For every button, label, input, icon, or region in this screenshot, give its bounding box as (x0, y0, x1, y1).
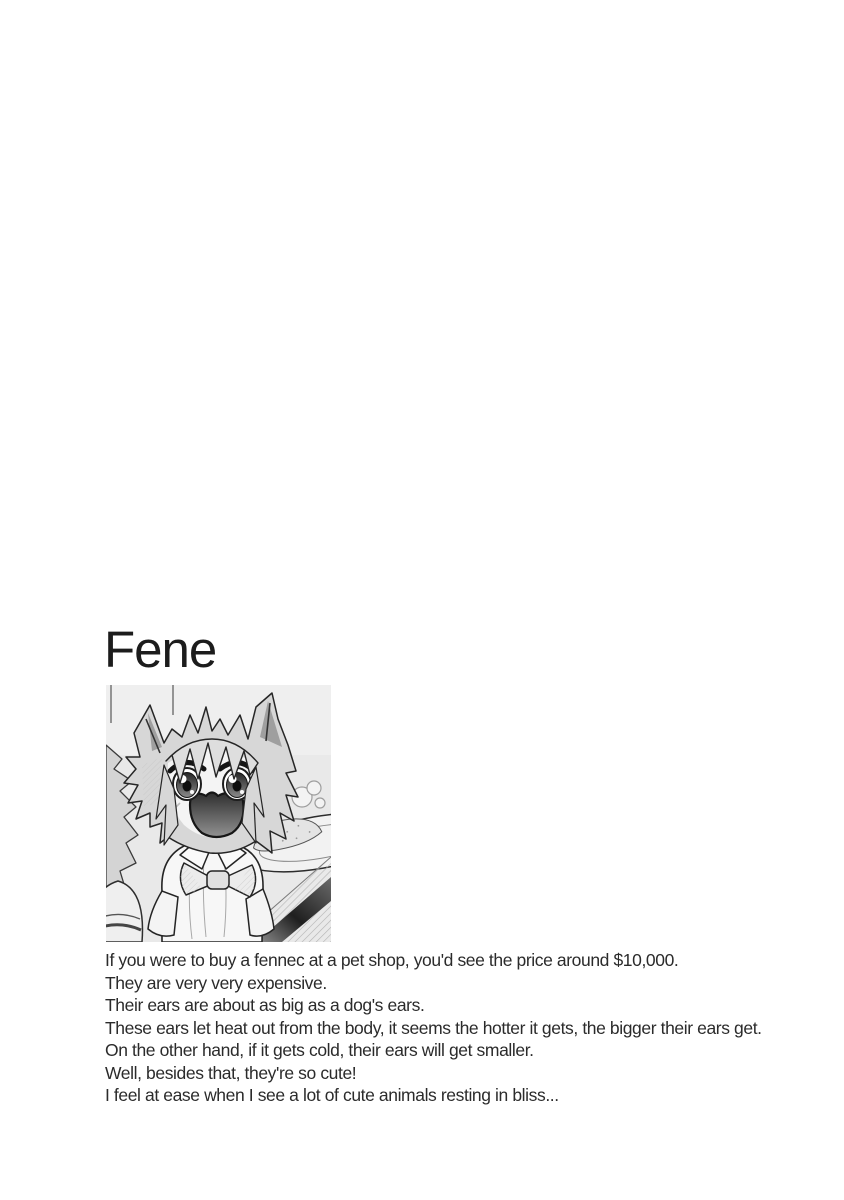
note-line-4: These ears let heat out from the body, it seems the hotter it gets, the bigger their ears get. (105, 1017, 762, 1038)
fennec-girl-illustration (106, 685, 331, 942)
page-title: Fene (104, 621, 217, 678)
manga-panel (106, 685, 331, 942)
note-line-1: If you were to buy a fennec at a pet shop, you'd see the price around $10,000. (105, 950, 679, 970)
note-line-7: I feel at ease when I see a lot of cute animals resting in bliss... (105, 1085, 559, 1105)
note-line-3: Their ears are about as big as a dog's ears. (105, 995, 425, 1015)
translator-notes (105, 949, 825, 1107)
note-line-6: Well, besides that, they're so cute! (105, 1062, 357, 1083)
note-line-2: They are very very expensive. (105, 972, 327, 993)
note-line-5: On the other hand, if it gets cold, their ears will get smaller. (105, 1040, 534, 1060)
